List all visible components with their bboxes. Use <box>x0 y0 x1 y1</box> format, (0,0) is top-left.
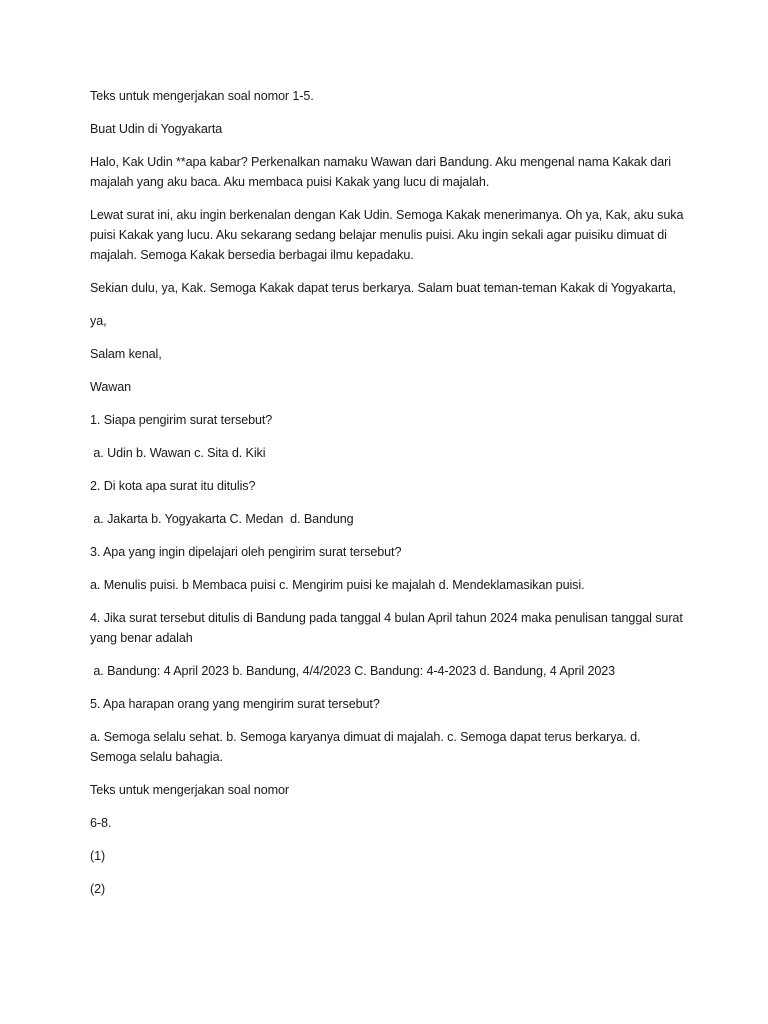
question-1-options: a. Udin b. Wawan c. Sita d. Kiki <box>90 446 266 460</box>
letter-paragraph: Halo, Kak Udin **apa kabar? Perkenalkan namaku Wawan dari Bandung. Aku mengenal nama Kakak dari majalah yang aku baca. Aku membaca puisi Kakak yang lucu di majalah. <box>90 155 675 189</box>
letter-paragraph: Lewat surat ini, aku ingin berkenalan dengan Kak Udin. Semoga Kakak menerimanya. Oh ya, Kak, aku suka puisi Kakak yang lucu. Aku sekarang sedang belajar menulis puisi. Aku ingin sekali agar puisiku dimuat di majalah. Semoga Kakak bersedia berbagai ilmu kepadaku. <box>90 208 687 262</box>
intro-heading: Teks untuk mengerjakan soal nomor 1-5. <box>90 89 314 103</box>
question-4-options: a. Bandung: 4 April 2023 b. Bandung, 4/4/2023 C. Bandung: 4-4-2023 d. Bandung, 4 April 2023 <box>90 664 616 678</box>
question-5-options: a. Semoga selalu sehat. b. Semoga karyanya dimuat di majalah. c. Semoga dapat terus berkarya. d. Semoga selalu bahagia. <box>90 730 644 764</box>
question-3: 3. Apa yang ingin dipelajari oleh pengirim surat tersebut? <box>90 545 402 559</box>
section-heading: Teks untuk mengerjakan soal nomor <box>90 783 290 797</box>
question-2: 2. Di kota apa surat itu ditulis? <box>90 479 256 493</box>
question-5: 5. Apa harapan orang yang mengirim surat tersebut? <box>90 697 380 711</box>
letter-paragraph: Sekian dulu, ya, Kak. Semoga Kakak dapat terus berkarya. Salam buat teman-teman Kakak di Yogyakarta, <box>90 281 676 295</box>
item-marker: (2) <box>90 882 106 896</box>
question-3-options: a. Menulis puisi. b Membaca puisi c. Mengirim puisi ke majalah d. Mendeklamasikan puisi. <box>90 578 585 592</box>
item-marker: (1) <box>90 849 106 863</box>
letter-closing: Salam kenal, <box>90 347 162 361</box>
question-2-options: a. Jakarta b. Yogyakarta C. Medan d. Bandung <box>90 512 354 526</box>
letter-signature: Wawan <box>90 380 132 394</box>
letter-paragraph: ya, <box>90 314 107 328</box>
question-4: 4. Jika surat tersebut ditulis di Bandung pada tanggal 4 bulan April tahun 2024 maka penulisan tanggal surat yang benar adalah <box>90 611 687 645</box>
document-page <box>90 86 690 912</box>
question-1: 1. Siapa pengirim surat tersebut? <box>90 413 273 427</box>
section-heading-range: 6-8. <box>90 816 112 830</box>
letter-address: Buat Udin di Yogyakarta <box>90 122 223 136</box>
